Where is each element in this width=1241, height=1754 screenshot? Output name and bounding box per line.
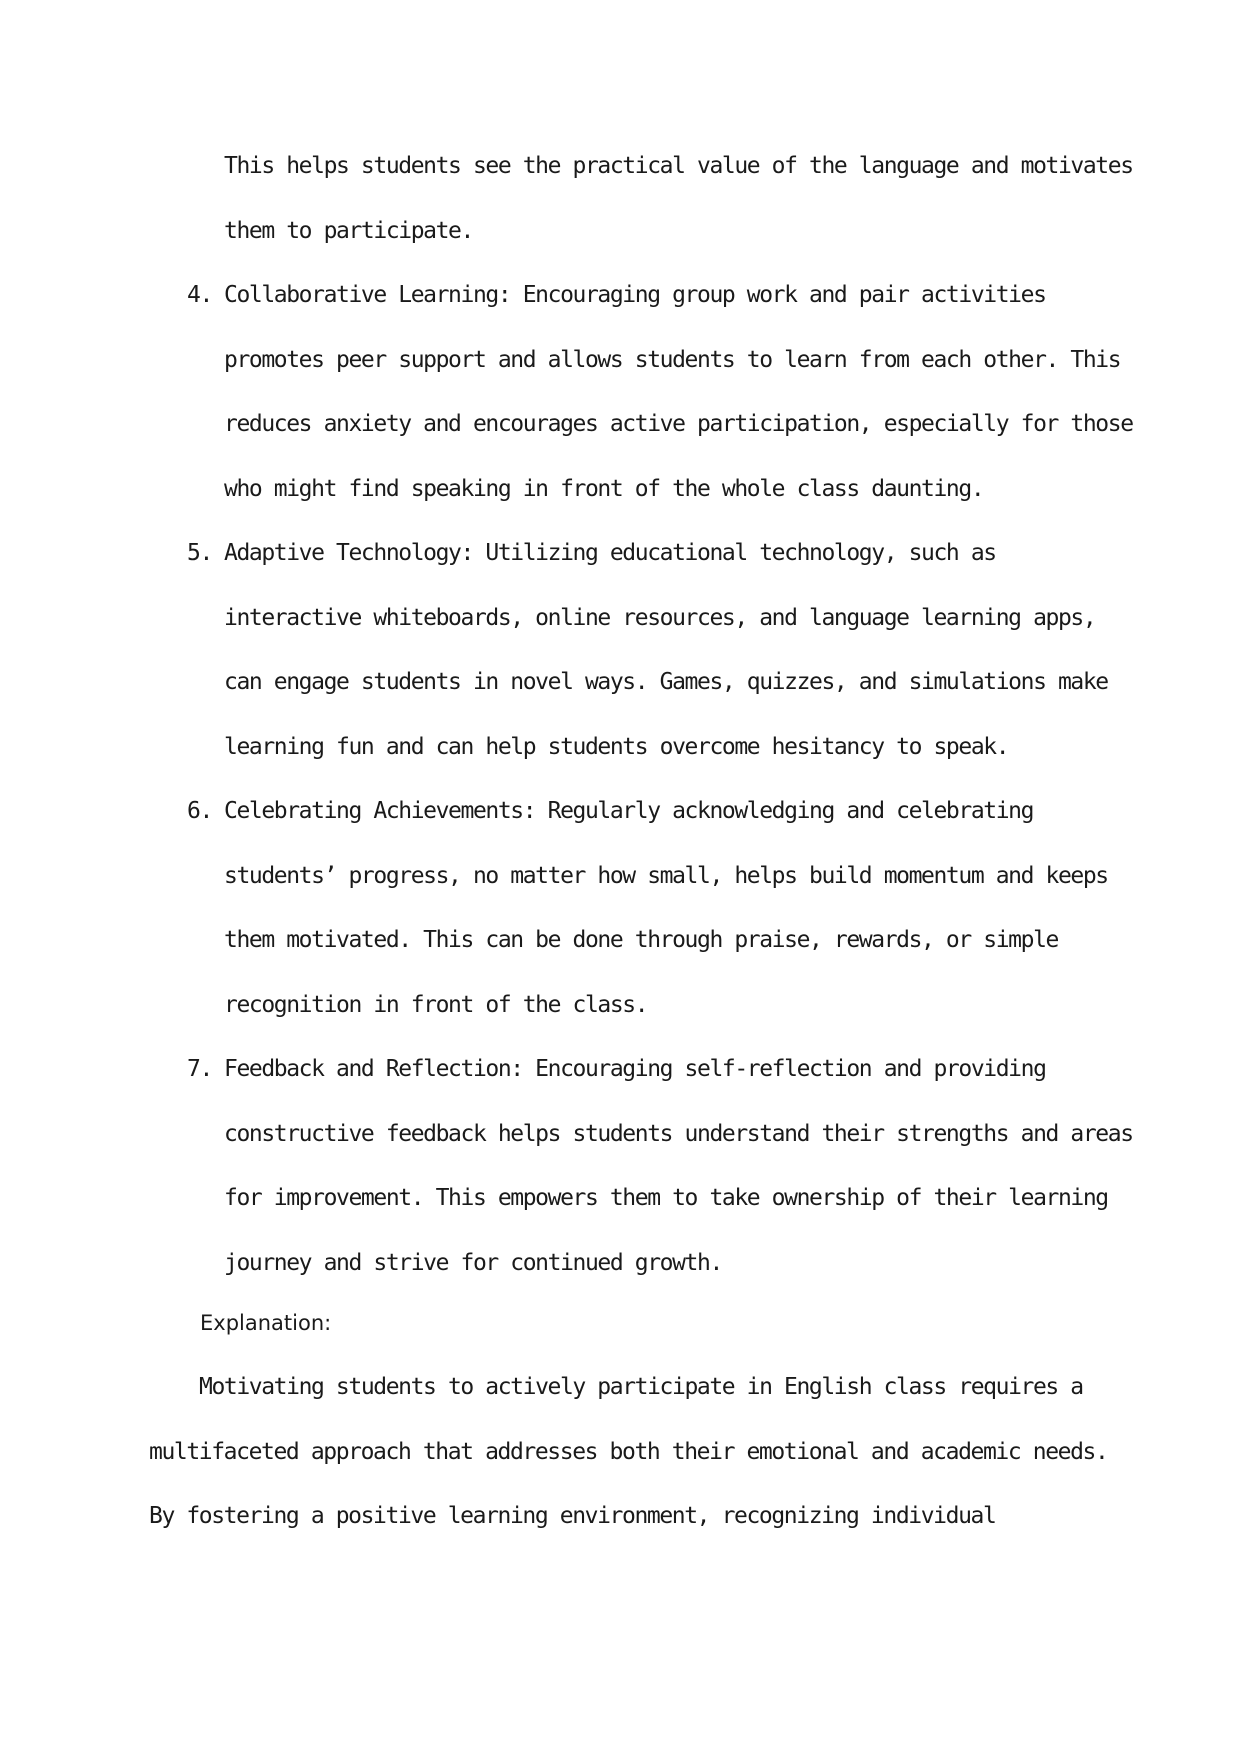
list-item-line: reduces anxiety and encourages active participation, especially for those — [224, 411, 1133, 437]
paragraph-line-3: By fostering a positive learning environment, recognizing individual — [149, 1503, 996, 1529]
list-number: 6. — [187, 798, 212, 824]
paragraph-line-2: multifaceted approach that addresses both their emotional and academic needs. — [149, 1439, 1108, 1465]
list-item-line: interactive whiteboards, online resources, and language learning apps, — [224, 605, 1096, 631]
list-item-line: Feedback and Reflection: Encouraging self-reflection and providing — [224, 1056, 1046, 1082]
list-item-line: journey and strive for continued growth. — [224, 1250, 722, 1276]
list-item-line: who might find speaking in front of the whole class daunting. — [224, 476, 984, 502]
continuation-line-2: them to participate. — [224, 218, 473, 244]
list-number: 5. — [187, 540, 212, 566]
list-item-line: constructive feedback helps students understand their strengths and areas — [224, 1121, 1133, 1147]
section-heading: Explanation: — [200, 1311, 332, 1335]
list-item-line: learning fun and can help students overcome hesitancy to speak. — [224, 734, 1009, 760]
list-number: 4. — [187, 282, 212, 308]
list-item-line: them motivated. This can be done through praise, rewards, or simple — [224, 927, 1058, 953]
list-item-line: Celebrating Achievements: Regularly acknowledging and celebrating — [224, 798, 1034, 824]
paragraph-line-1: Motivating students to actively participate in English class requires a — [199, 1374, 1083, 1400]
list-item-line: can engage students in novel ways. Games, quizzes, and simulations make — [224, 669, 1108, 695]
list-item-line: Collaborative Learning: Encouraging group work and pair activities — [224, 282, 1046, 308]
list-item-line: for improvement. This empowers them to take ownership of their learning — [224, 1185, 1108, 1211]
list-item-line: students’ progress, no matter how small, helps build momentum and keeps — [224, 863, 1108, 889]
list-number: 7. — [187, 1056, 212, 1082]
list-item-line: promotes peer support and allows students to learn from each other. This — [224, 347, 1121, 373]
continuation-line-1: This helps students see the practical value of the language and motivates — [224, 153, 1133, 179]
list-item-line: Adaptive Technology: Utilizing educational technology, such as — [224, 540, 996, 566]
list-item-line: recognition in front of the class. — [224, 992, 648, 1018]
